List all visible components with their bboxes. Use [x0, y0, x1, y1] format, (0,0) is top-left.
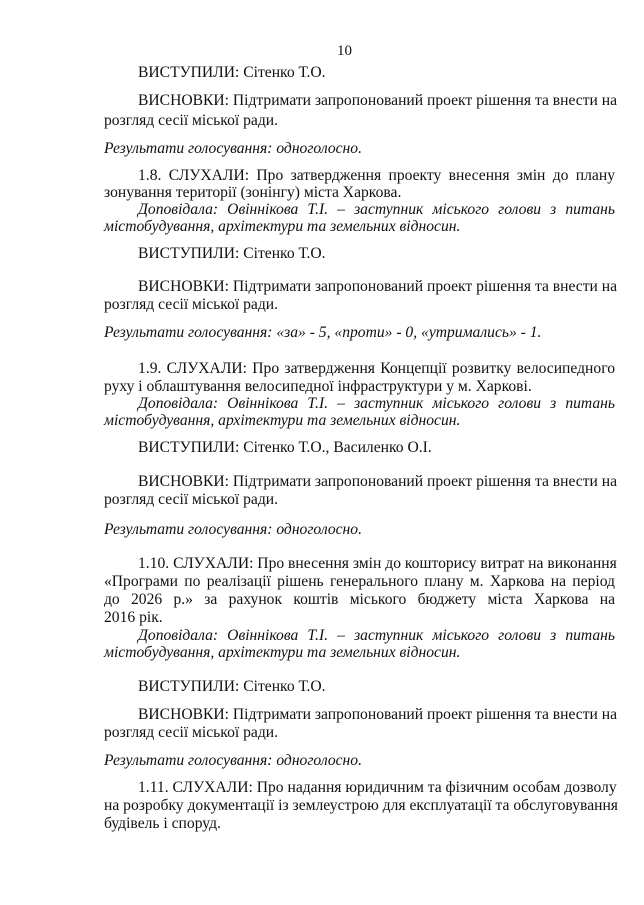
heard-item-line: руху і облаштування велосипедної інфраструктури у м. Харкові. [104, 378, 532, 395]
heard-item-line: 1.11. СЛУХАЛИ: Про надання юридичним та фізичним особам дозволу [138, 779, 617, 796]
reporter-line: містобудування, архітектури та земельних відносин. [104, 412, 461, 429]
speakers-line: ВИСТУПИЛИ: Сітенко Т.О. [138, 245, 326, 262]
reporter-line: містобудування, архітектури та земельних відносин. [104, 644, 461, 661]
heard-item-line: на розробку документації із землеустрою для експлуатації та обслуговування [104, 797, 618, 814]
heard-item-line: «Програми по реалізації рішень генерального плану м. Харкова на період [104, 573, 615, 590]
voting-results: Результати голосування: «за» - 5, «проти» - 0, «утримались» - 1. [104, 324, 542, 341]
reporter-line: Доповідала: Овіннікова Т.І. – заступник міського голови з питань [138, 395, 615, 412]
heard-item-line: до 2026 р.» за рахунок коштів міського бюджету міста Харкова на [104, 591, 615, 608]
heard-item-line: зонування території (зонінгу) міста Харкова. [104, 184, 402, 201]
voting-results: Результати голосування: одноголосно. [104, 521, 362, 538]
conclusion-line: розгляд сесії міської ради. [104, 491, 278, 508]
heard-item-line: 1.10. СЛУХАЛИ: Про внесення змін до кошторису витрат на виконання [138, 555, 617, 572]
reporter-line: містобудування, архітектури та земельних відносин. [104, 218, 461, 235]
conclusion-line: розгляд сесії міської ради. [104, 112, 278, 129]
speakers-line: ВИСТУПИЛИ: Сітенко Т.О. [138, 678, 326, 695]
heard-item-line: будівель і споруд. [104, 815, 221, 832]
speakers-line: ВИСТУПИЛИ: Сітенко Т.О., Василенко О.І. [138, 439, 432, 456]
speakers-line: ВИСТУПИЛИ: Сітенко Т.О. [138, 64, 326, 81]
reporter-line: Доповідала: Овіннікова Т.І. – заступник міського голови з питань [138, 627, 615, 644]
conclusion-line: ВИСНОВКИ: Підтримати запропонований проект рішення та внести на [138, 92, 618, 109]
voting-results: Результати голосування: одноголосно. [104, 140, 362, 157]
page-number: 10 [337, 43, 352, 59]
voting-results: Результати голосування: одноголосно. [104, 752, 362, 769]
conclusion-line: ВИСНОВКИ: Підтримати запропонований проект рішення та внести на [138, 278, 618, 295]
conclusion-line: ВИСНОВКИ: Підтримати запропонований проект рішення та внести на [138, 473, 618, 490]
conclusion-line: розгляд сесії міської ради. [104, 724, 278, 741]
conclusion-line: розгляд сесії міської ради. [104, 296, 278, 313]
heard-item-line: 1.9. СЛУХАЛИ: Про затвердження Концепції розвитку велосипедного [138, 360, 615, 377]
conclusion-line: ВИСНОВКИ: Підтримати запропонований проект рішення та внести на [138, 706, 618, 723]
heard-item-line: 1.8. СЛУХАЛИ: Про затвердження проекту внесення змін до плану [138, 167, 615, 184]
heard-item-line: 2016 рік. [104, 609, 163, 626]
reporter-line: Доповідала: Овіннікова Т.І. – заступник міського голови з питань [138, 201, 615, 218]
